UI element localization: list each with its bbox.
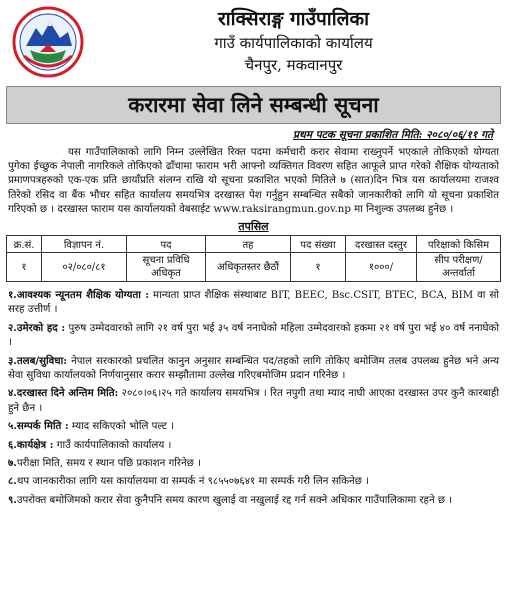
- col-level: तह: [206, 236, 291, 253]
- intro-paragraph: यस गाउँपालिकाको लागि निम्न उल्लेखित रिक्त पदमा कर्मचारी करार सेवामा राख्नुपर्ने भएकाले तोकिएको योग्यता पुगेका ईच्छुक नेपाली नागरिकले तोकिएको ढाँचामा फाराम भरी आफ्नो व्यक्तिगत विवरण सहित आफूले प्राप्त गरेको शैक्षिक योग्यताको प्रमाणपत्रहरुको एक-एक प्रति छायाँप्रति संलग्न राखि यो सूचना प्रकाशित भएको मितिले ७ (सात)दिन भित्र यस कार्यालयमा राजश्व तिरेको रसिद वा बैंक भौचर सहित कार्यालय समयभित्र दरखास्त पेश गर्नुहुन सम्बन्धित सबैको जानकारीको लागि यो सूचना प्रकाशित गरिएको छ । दरखास्त फाराम यस कार्यालयको वेबसाईट www.raksirangmun.gov.np मा निशुल्क उपलब्ध हुनेछ ।: [8, 147, 499, 215]
- item-text: परीक्षा मिति, समय र स्थान पछि प्रकाशन गरिनेछ ।: [16, 458, 201, 470]
- item-text: म्याद सकिएको भोलि पल्ट ।: [71, 421, 175, 433]
- cell-ad-no: ०२/०८०/८१: [42, 253, 127, 282]
- list-item: [8, 386, 499, 416]
- list-item: [8, 354, 499, 384]
- cell-sn: १: [7, 253, 42, 282]
- item-text: उपरोक्त बमोजिमको करार सेवा कुनैपनि समय कारण खुलाई वा नखुलाई रद्द गर्न सक्ने अधिकार गाउँपालिकामा रहने छ ।: [16, 494, 453, 506]
- letterhead: [6, 4, 501, 86]
- cell-level: अधिकृतस्तर छैठौं: [206, 253, 291, 282]
- item-number: २.: [8, 321, 17, 334]
- item-label: उमेरको हद :: [16, 321, 66, 334]
- item-text: थप जानकारीका लागि यस कार्यालयमा वा सम्पर्क नं ९८५५०७६४१ मा सम्पर्क गरी लिन सकिनेछ ।: [16, 476, 369, 488]
- col-post: पद: [127, 236, 206, 253]
- item-number: ५.: [8, 420, 17, 433]
- office-location: चैनपुर, मकवानपुर: [244, 56, 343, 74]
- cell-post: सूचना प्रविधि अधिकृत: [127, 253, 206, 282]
- office-name: गाउँ कार्यपालिकाको कार्यालय: [214, 34, 373, 52]
- cell-fee: १०००/: [346, 253, 417, 282]
- item-number: ७.: [8, 457, 17, 470]
- list-item: [8, 419, 499, 434]
- col-sn: क्र.सं.: [7, 236, 42, 253]
- cell-count: १: [291, 253, 346, 282]
- col-count: पद संख्या: [291, 236, 346, 253]
- item-text: गाउँ कार्यपालिकाको कार्यालय ।: [56, 439, 172, 451]
- item-number: ४.: [8, 387, 17, 400]
- col-fee: दरखास्त दस्तुर: [346, 236, 417, 253]
- cell-exam-type: सीप परीक्षण/अन्तर्वार्ता: [417, 253, 501, 282]
- item-number: ९.: [8, 493, 17, 506]
- conditions-list: [6, 288, 501, 508]
- item-text: मान्यता प्राप्त शैक्षिक संस्थाबाट BIT, BEEC, Bsc.CSIT, BTEC, BCA, BIM वा सो सरह उत्तीर्ण ।: [8, 290, 499, 316]
- item-number: ६.: [8, 438, 17, 451]
- list-item: [8, 493, 499, 508]
- item-label: सम्पर्क मिति :: [16, 420, 69, 433]
- item-label: कार्यक्षेत्र :: [16, 438, 54, 451]
- list-item: [8, 474, 499, 489]
- item-number: १.: [8, 289, 17, 302]
- item-text: नेपाल सरकारको प्रचलित कानुन अनुसार सम्बन्धित पद/तहको लागि तोकिए बमोजिम तलब उपलब्ध हुनेछ भने अन्य सेवा सुविधा कार्यालयको निर्णयानुसार करार सम्झौतामा उल्लेख गरिएबमोजिम प्रदान गरिनेछ ।: [8, 355, 499, 382]
- item-label: आवश्यक न्यूनतम शैक्षिक योग्यता :: [16, 289, 149, 302]
- municipality-name: राक्सिराङ्ग गाउँपालिका: [217, 8, 370, 30]
- table-title: तपसिल: [238, 220, 269, 234]
- publish-date: प्रथम पटक सूचना प्रकाशित मिति: २०८०/०६/११ गते: [293, 129, 493, 141]
- list-item: [8, 438, 499, 453]
- col-ad-no: विज्ञापन नं.: [42, 236, 127, 253]
- list-item: [8, 456, 499, 471]
- list-item: [8, 321, 499, 351]
- list-item: [8, 288, 499, 318]
- item-text: पुरुष उम्मेदवारको लागि २१ वर्ष पुरा भई ३५ वर्ष ननाघेको महिला उम्मेदवारको हकमा २१ वर्ष पुरा भई ४० वर्ष ननाघेको ।: [8, 322, 499, 349]
- item-text: २०८०।०६।२५ गते कार्यालय समयभित्र । रित नपुगी तथा म्याद नाघी आएका दरखास्त उपर कुनै कारबाही हुने छैन ।: [8, 388, 499, 414]
- item-label: दरखास्त दिने अन्तिम मिति:: [16, 387, 119, 400]
- item-label: तलब/सुविधा:: [16, 354, 67, 367]
- item-number: ३.: [8, 354, 17, 367]
- item-number: ८.: [8, 475, 17, 488]
- nepal-emblem-icon: [12, 6, 84, 78]
- table-row: [7, 253, 501, 282]
- vacancy-table: [6, 235, 501, 282]
- table-header-row: [7, 236, 501, 253]
- notice-title: करारमा सेवा लिने सम्बन्धी सूचना: [6, 86, 501, 124]
- col-exam-type: परिक्षाको किसिम: [417, 236, 501, 253]
